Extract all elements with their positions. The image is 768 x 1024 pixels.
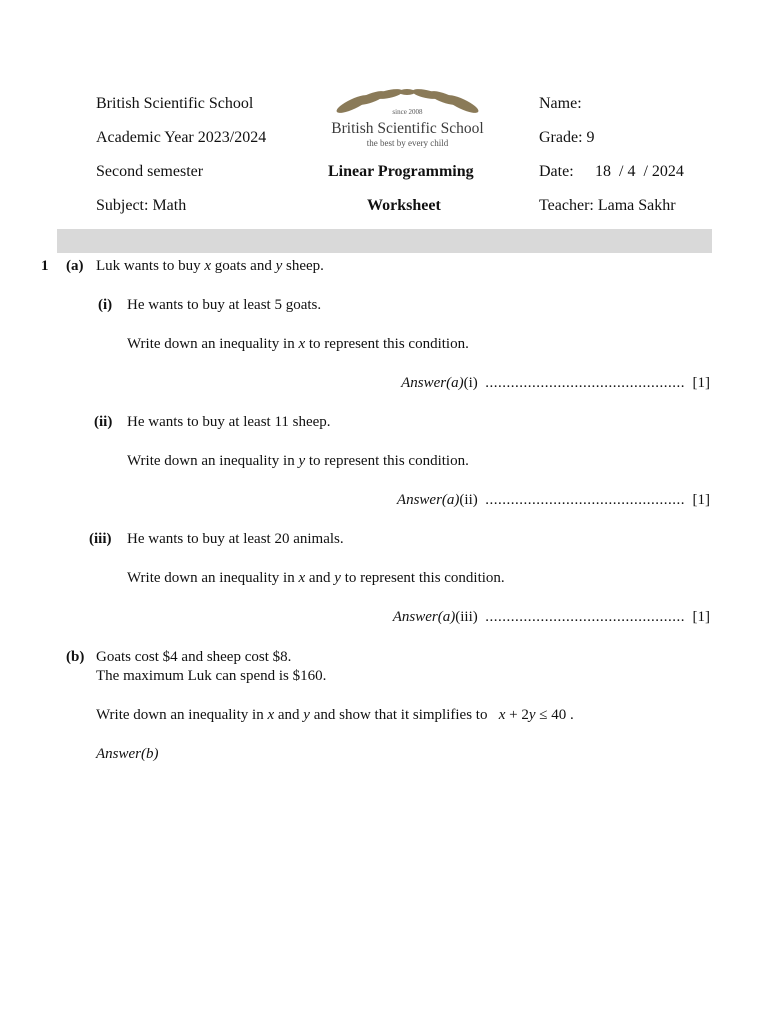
logo-tagline: the best by every child [366,138,449,148]
logo-title: British Scientific School [331,120,484,137]
part-iii-text: He wants to buy at least 20 animals. [127,531,344,547]
logo-since: since 2008 [392,108,423,116]
part-b-line1: Goats cost $4 and sheep cost $8. [96,649,292,665]
expr-part: ≤ 40 . [535,707,574,723]
part-b-label: (b) [66,649,85,665]
var-y: y [303,707,310,723]
part-a-text [96,258,324,275]
answer-part: (i) [463,375,478,391]
school-logo [305,84,510,154]
academic-year: Academic Year 2023/2024 [96,129,267,146]
text-segment: to represent this condition. [305,453,469,469]
grade: Grade: 9 [539,129,595,146]
text-segment: Write down an inequality in [127,336,299,352]
teacher: Teacher: Lama Sakhr [539,197,676,214]
part-b-answer-label: Answer(b) [96,746,159,762]
name-label: Name: [539,95,582,112]
part-i-text: He wants to buy at least 5 goats. [127,297,322,313]
answer-line-a-iii[interactable] [393,609,710,626]
worksheet-title: Linear Programming [328,163,474,180]
question-number: 1 [41,258,49,274]
marks: [1] [692,375,710,391]
var: x [298,570,306,586]
date-value: 18 / 4 / 2024 [595,163,684,180]
text-segment: Write down an inequality in [127,453,299,469]
answer-label: Answer(a) [396,492,460,508]
text-segment: to represent this condition. [340,570,505,586]
text-segment: and show that it simplifies to [309,707,488,723]
var: y [334,570,341,586]
answer-dots[interactable]: ............................................... [485,492,685,508]
marks: [1] [692,609,710,625]
semester: Second semester [96,163,204,180]
text-segment: Write down an inequality in [96,707,268,723]
var-x: x [267,707,275,723]
expr-x: x [498,707,506,723]
answer-label: Answer(a) [392,609,456,625]
part-ii-text: He wants to buy at least 11 sheep. [127,414,331,430]
marks: [1] [692,492,710,508]
answer-dots[interactable]: ............................................... [485,375,685,391]
text-segment: to represent this condition. [305,336,469,352]
text-segment: and [305,570,335,586]
part-ii-instruction [127,453,469,470]
part-b-line2: The maximum Luk can spend is $160. [96,668,327,684]
answer-line-a-i[interactable] [401,375,710,392]
subject: Subject: Math [96,197,187,214]
text-segment: Luk wants to buy [96,258,205,274]
text-segment: sheep. [282,258,324,274]
part-iii-label: (iii) [89,531,112,547]
answer-part: (ii) [459,492,478,508]
header-divider-bar [57,229,712,253]
var: y [298,453,306,469]
part-ii-label: (ii) [94,414,113,430]
worksheet-subtitle: Worksheet [367,197,441,214]
answer-label: Answer(a) [401,375,464,391]
var-x: x [204,258,211,274]
answer-dots[interactable]: ............................................... [485,609,685,625]
part-b-instruction [96,707,574,724]
text-segment: Write down an inequality in [127,570,299,586]
part-i-instruction [127,336,469,353]
part-a-label: (a) [66,258,84,274]
text-segment: goats and [211,258,276,274]
answer-line-a-ii[interactable] [397,492,710,509]
text-segment: and [274,707,304,723]
school-name: British Scientific School [96,95,254,112]
expr-y: y [528,707,536,723]
var: x [298,336,306,352]
var-y: y [275,258,283,274]
date-label: Date: [539,163,574,180]
part-iii-instruction [127,570,505,587]
answer-part: (iii) [455,609,478,625]
expr-part: + 2 [505,707,529,723]
part-i-label: (i) [98,297,113,313]
